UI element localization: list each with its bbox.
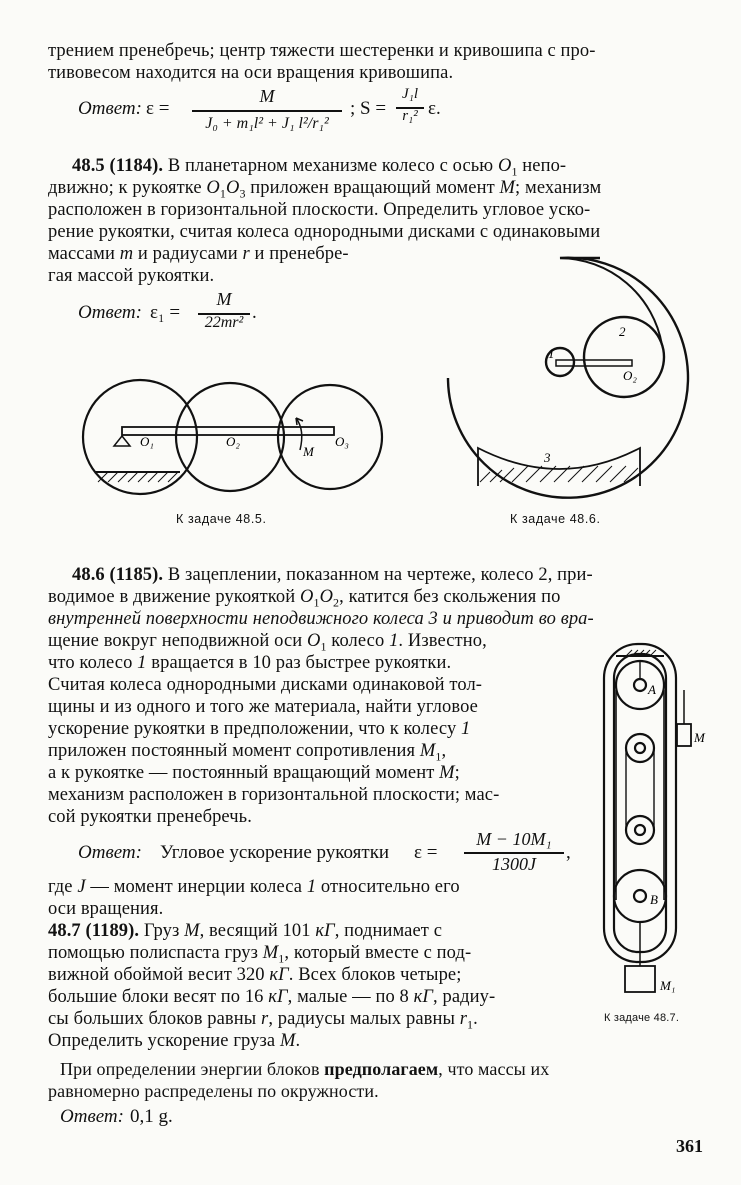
fig486-label-3: 3 [544, 450, 551, 465]
text-line: помощью полиспаста груз $M_1$, который вместе с под- [48, 943, 472, 966]
text-line: рение рукоятки, считая колеса однородными дисками с одинаковыми [48, 222, 601, 242]
block-a-axle [634, 679, 646, 691]
text-line: 48.7 (1189). Груз M, весящий 101 кГ, поднимает с [48, 921, 443, 941]
text-line: а к рукоятке — постоянный вращающий момент M; [48, 763, 460, 783]
text-line: большие блоки весят по 16 кГ, малые — по 8 кГ, радиу- [48, 987, 496, 1007]
answer-tail: . [252, 302, 257, 323]
answer-den: 1300J [492, 854, 536, 874]
text-line: сы больших блоков равны r, радиусы малых равны $r_1$. [48, 1009, 478, 1032]
formula-s-num: J₁l [401, 86, 419, 102]
weight-m [677, 724, 691, 746]
text-line: что колесо 1 вращается в 10 раз быстрее рукоятки. [48, 653, 452, 673]
answer-label: Ответ: [78, 98, 142, 119]
text-line: сой рукоятки пренебречь. [48, 807, 252, 827]
answer-den: 22mr² [204, 314, 244, 331]
answer-label: Ответ: [78, 842, 142, 863]
problem-number: 48.7 (1189). [48, 921, 140, 941]
problem-number: 48.5 (1184). [72, 156, 164, 176]
answer-num: M − 10M₁ [476, 829, 552, 849]
text-line: Определить ускорение груза M. [48, 1031, 301, 1051]
formula-s-den: r₁² [402, 108, 418, 124]
text-line: щины и из одного и того же материала, найти угловое [48, 697, 478, 717]
text-line: расположен в горизонтальной плоскости. Определить угловое уско- [48, 200, 591, 220]
text-line: щение вокруг неподвижной оси $O_1$ колесо 1. Известно, [48, 631, 487, 654]
text-line: тивовесом находится на оси вращения кривошипа. [48, 63, 454, 83]
text-line: гая массой рукоятки. [48, 266, 215, 286]
note-line: При определении энергии блоков предполагаем, что массы их [60, 1059, 550, 1079]
text-line: ускорение рукоятки в предположении, что к колесу 1 [48, 719, 471, 739]
note-line: равномерно распределены по окружности. [48, 1081, 379, 1101]
answer-tail: , [566, 842, 571, 863]
formula-eps-den: J₀ + m₁l² + J₁ l²/r₁² [205, 115, 329, 132]
formula-s-tail: ε. [428, 98, 441, 119]
fig485-label-o2: O₂ [226, 434, 240, 449]
answer-lhs: ε₁ = [150, 302, 181, 323]
answer-label: Ответ: [78, 302, 142, 323]
block-small-1 [626, 734, 654, 762]
text-line: приложен постоянный момент сопротивления $M_1$, [48, 741, 447, 764]
page-number: 361 [676, 1136, 703, 1156]
text-line: Считая колеса однородными дисками одинаковой тол- [48, 675, 483, 695]
fig486-label-o2: O₂ [623, 368, 637, 383]
answer-text: Угловое ускорение рукоятки [160, 842, 390, 863]
text-line: трением пренебречь; центр тяжести шестеренки и кривошипа с про- [48, 41, 596, 61]
fig487-label-a: A [648, 682, 656, 697]
text-line: внутренней поверхности неподвижного колеса 3 и приводит во вра- [48, 609, 594, 629]
caption-48-7: К задаче 48.7. [604, 1012, 680, 1024]
text-line: вижной обоймой весит 320 кГ. Всех блоков четыре; [48, 965, 462, 985]
fig487-label-m1: M₁ [660, 978, 676, 993]
answer-value: 0,1 g. [130, 1106, 173, 1127]
formula-eps-lhs: ε = [146, 98, 170, 119]
text-line: 48.6 (1185). В зацеплении, показанном на чертеже, колесо 2, при- [72, 565, 593, 585]
block-small-2 [626, 816, 654, 844]
problem-number: 48.6 (1185). [72, 565, 164, 585]
fig485-label-m: M [303, 444, 314, 459]
fig485-label-o1: O₁ [140, 434, 154, 449]
block-b-axle [634, 890, 646, 902]
block-b-large [614, 870, 666, 922]
answer-lhs: ε = [414, 842, 438, 863]
caption-48-5: К задаче 48.5. [176, 512, 267, 526]
text-line: механизм расположен в горизонтальной плоскости; мас- [48, 785, 500, 805]
formula-eps-num: M [259, 86, 275, 106]
text-line: массами m и радиусами r и пренебре- [48, 244, 349, 264]
text-line: 48.5 (1184). В планетарном механизме колесо с осью $O_1$ непо- [72, 156, 567, 179]
fig486-label-2: 2 [619, 324, 626, 339]
fig487-label-m: M [694, 730, 705, 745]
where-line: где J — момент инерции колеса 1 относительно его [48, 877, 460, 897]
text-line: движно; к рукоятке $O_1O_3$ приложен вращающий момент M; механизм [48, 178, 602, 201]
fig487-label-b: B [650, 892, 658, 907]
formula-s-lhs: ; S = [350, 98, 387, 119]
answer-label: Ответ: [60, 1106, 124, 1127]
fig486-label-1: 1 [548, 346, 555, 361]
text-line: водимое в движение рукояткой $O_1O_2$, катится без скольжения по [48, 587, 561, 610]
frame-inner [614, 654, 666, 952]
answer-num: M [216, 289, 232, 309]
caption-48-6: К задаче 48.6. [510, 512, 601, 526]
weight-m1 [625, 966, 655, 992]
fig485-label-o3: O₃ [335, 434, 349, 449]
where-line: оси вращения. [48, 899, 164, 919]
